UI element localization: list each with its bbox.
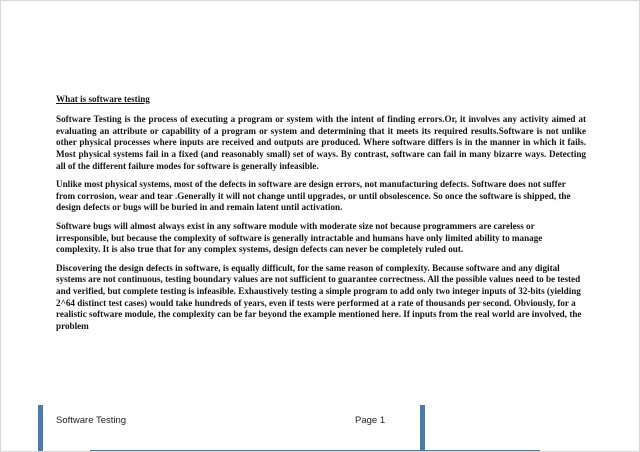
section-heading: What is software testing [56, 94, 150, 104]
paragraph-definition: Software Testing is the process of executing a program or system with the intent of finding errors.Or, it involves any activity aimed at evaluating an attribute or capability of a program or system and determining that it meets its required results.Software is not unlike other physical processes where inputs are received and outputs are produced. Where software differs is in the manner in which it fails. Most physical systems fail in a fixed (and reasonably small) set of ways. By contrast, software can fail in many bizarre ways. Detecting all of the different failure modes for software is generally infeasible. [56, 114, 586, 171]
footer-page-number: Page 1 [355, 415, 386, 426]
footer-right-bar [420, 405, 425, 452]
footer-title: Software Testing [56, 415, 127, 426]
paragraph-complexity: Discovering the design defects in software, is equally difficult, for the same reason of complexity. Because software and any digital systems are not continuous, testing boundary values are not sufficient to guarantee correctness. All the possible values need to be tested and verified, but complete testing is infeasible. Exhaustively testing a simple program to add only two integer inputs of 32-bits (yielding 2^64 distinct test cases) would take hundreds of years, even if tests were performed at a rate of thousands per second. Obviously, for a realistic software module, the complexity can be far beyond the example mentioned here. If inputs from the real world are involved, the problem [56, 262, 582, 331]
footer-left-bar [38, 405, 43, 452]
document-body [56, 94, 586, 339]
paragraph-design-errors: Unlike most physical systems, most of the defects in software are design errors, not manufacturing defects. Software does not suffer from corrosion, wear and tear .Generally it will not change until upgrades, or until obsolescence. So once the software is shipped, the design defects or bugs will be buried in and remain latent until activation. [56, 179, 571, 213]
paragraph-bugs: Software bugs will almost always exist in any software module with moderate size not because programmers are careless or irresponsible, but because the complexity of software is generally intractable and humans have only limited ability to manage complexity. It is also true that for any complex systems, design defects can never be completely ruled out. [56, 220, 543, 255]
